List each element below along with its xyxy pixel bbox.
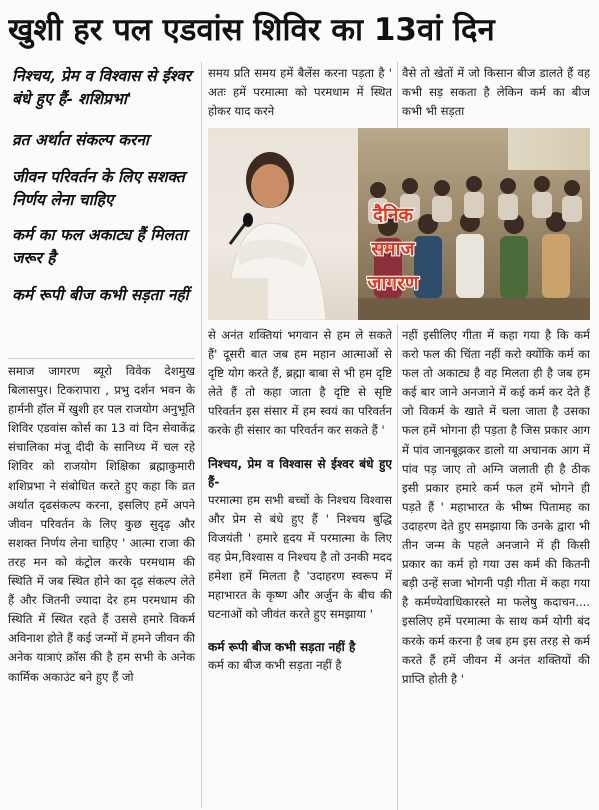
paragraph: परमात्मा हम सभी बच्चों के निश्चय विश्वास और प्रेम से बंधे हुए हैं ' निश्चय बुद्धि विजयंती ' हमारे हृदय में परमात्मा के लिए वह प्रेम,विश्वास व निश्चय है तो उनकी मदद हमेशा हमें मिलता है 'उदाहरण स्वरूप में महाभारत के कृष्ण और अर्जुन के बीच की घटनाओं को जीवंत करते हुए समझाया '	[208, 492, 392, 622]
column-divider	[201, 62, 202, 808]
subheading: निश्चय, प्रेम व विश्वास से ईश्वर बंधे हुए हैं-	[208, 456, 392, 489]
pullquote: निश्चय, प्रेम व विश्वास से ईश्वर बंधे हुए हैं- शशिप्रभा'	[12, 66, 192, 108]
headline: खुशी हर पल एडवांस शिविर का 13वां दिन	[8, 12, 495, 48]
pullquote: जीवन परिवर्तन के लिए सशक्त निर्णय लेना चाहिए	[12, 167, 185, 209]
paragraph: से अनंत शक्तियां भगवान से हम ले सकते हैं' दूसरी बात जब हम महान आत्माओं से दृष्टि योग करते हैं, ब्रह्मा बाबा से भी हम दृष्टि लेते हैं तो कहा जाता है दृष्टि से सृष्टि परिवर्तन इस संसार में हम स्वयं का परिवर्तन करके ही संसार का परिवर्तन कर सकते हैं '	[208, 328, 392, 438]
column-divider	[397, 62, 398, 128]
subheading: कर्म रूपी बीज कभी सड़ता नहीं है	[208, 640, 356, 655]
article-column-3-top: वैसे तो खेतों में जो किसान बीज डालते हैं वह कभी सड़ सकता है लेकिन कर्म का बीज कभी भी सड़ता	[402, 66, 590, 119]
watermark-line: जागरण	[367, 272, 419, 294]
article-column-2	[208, 326, 392, 810]
watermark-line: समाज	[371, 238, 415, 260]
event-photo	[208, 128, 590, 320]
pullquote: कर्म रूपी बीज कभी सड़ता नहीं	[12, 285, 189, 304]
section-divider	[8, 358, 195, 359]
watermark-line: दैनिक	[372, 204, 414, 226]
pullquote-list	[8, 60, 198, 358]
pullquote: व्रत अर्थात संकल्प करना	[12, 130, 149, 149]
speaker-photo	[208, 128, 358, 320]
column-divider	[397, 324, 398, 810]
paragraph: कर्म का बीज कभी सड़ता नहीं है	[208, 658, 342, 673]
newspaper-watermark	[338, 198, 448, 300]
article-column-2-top: समय प्रति समय हमें बैलेंस करना पड़ता है ' अतः हमें परमात्मा को परमधाम में स्थित होकर याद करने	[208, 66, 392, 119]
pullquote: कर्म का फल अकाट्य हैं मिलता जरूर है	[12, 225, 187, 267]
article-column-1: समाज जागरण ब्यूरो विवेक देशमुख बिलासपुर। टिकरापारा , प्रभु दर्शन भवन के हार्मनी हॉल में खुशी हर पल राजयोग अनुभूति शिविर एडवांस कोर्स का 13 वां दिन सेवाकेंद्र संचालिका मंजू दीदी के सानिध्य में चल रहे शिविर को राजयोग शिक्षिका ब्रह्माकुमारी शशिप्रभा ने संबोधित करते हुए कहा कि व्रत अर्थात दृढसंकल्प करना, इसलिए हमें अपने जीवन परिवर्तन के लिए कुछ सुदृढ़ और सशक्त निर्णय लेना चाहिए ' आत्मा राजा की तरह मन को कंट्रोल करके परमधाम की स्थिति में जब स्थित होने का दृढ़ संकल्प लेते हैं और जितनी ज्यादा देर हम परमधाम की स्थिति में स्थित रहते हैं उससे हमारे विकर्म अविनाश होते हैं कई जन्मों में हमने जीवन की अनेक यात्राएं क्रॉस की है हम सभी के अनेक कार्मिक अकाउंट बने हुए हैं जो	[8, 364, 195, 684]
article-column-3: नहीं इसीलिए गीता में कहा गया है कि कर्म करो फल की चिंता नहीं करो क्योंकि कर्म का फल तो अकाट्य है वह मिलता ही है जब हम कई बार जाने अनजाने में कई कर्म कर देते हैं जो विकर्म के खाते में चला जाता है उसका फल हमें भोगना ही पड़ता है जिस प्रकार आग में पांव जानबूझकर डालो या अचानक आग में पांव पड़ जाए तो अग्नि जलाती ही है ठीक इसी प्रकार हमारे कर्म फल हमें भोगने ही पड़ते हैं ' महाभारत के भीष्म पितामह का उदाहरण देते हुए समझाया कि उनके द्वारा भी तीन जन्म के पहले अनजाने में ही किसी प्रकार का कर्म हो गया उस कर्म की कितनी बड़ी उन्हें सजा भोगनी पड़ी गीता में कहा गया है कर्मण्येवाधिकारस्ते मा फलेषु कदाचन.... इसलिए हमें परमात्मा के साथ कर्म योगी बंद करके कर्म करना है जब हम इस तरह से कर्म करते हैं हमें जीवन में अनंत शक्तियों की प्राप्ति होती है '	[402, 328, 590, 686]
